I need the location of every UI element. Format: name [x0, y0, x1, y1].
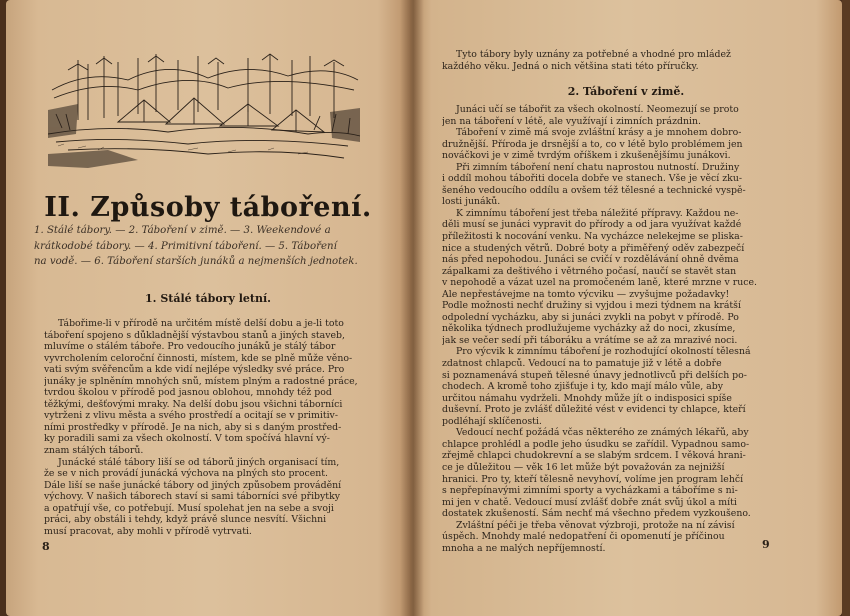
text-line: práci, aby obstáli i tehdy, když právě slunce nesvítí. Všichni — [44, 514, 327, 526]
text-line: Táboření v zimě má svoje zvláštní krásy a je mnohem dobro- — [456, 127, 742, 139]
text-line: že se v nich provádí junácká výchova na plných sto procent. — [44, 468, 329, 480]
text-line: ními prostředky v přírodě. Je na nich, aby si s daným prostřed- — [44, 421, 342, 433]
text-line: mluvíme o stálém táboře. Pro vedoucího junáků je stálý tábor — [44, 341, 336, 353]
section-heading: 1. Stálé tábory letní. — [145, 292, 271, 305]
text-line: a opatřují vše, co potřebují. Musí spolehat jen na sebe a svoji — [44, 502, 334, 514]
text-line: jen na táboření v létě, ale využívají i zimních prázdnin. — [442, 115, 701, 127]
text-line: i oddíl mohou tábořiti docela dobře ve stanech. Vše je věcí zku- — [442, 173, 742, 185]
text-line: si poznamenává stupeň tělesné únavy jednotlivců při delších po- — [442, 369, 747, 381]
text-line: Podle možnosti nechť družiny si vyjdou i mezi týdnem na krátší — [442, 300, 741, 312]
text-line: duševní. Proto je zvlášť důležité vést v evidenci ty chlapce, kteří — [442, 404, 746, 416]
text-line: Tábořime-li v přírodě na určitém místě delší dobu a je-li toto — [58, 318, 344, 329]
text-line: losti junáků. — [442, 196, 501, 208]
book-gutter — [400, 0, 424, 616]
text-line: s nepřepínavými zimními sporty a vycházkami a táboříme s ni- — [442, 485, 738, 497]
text-line: dostatek zkušeností. Sám nechť má všechno předem vyzkoušeno. — [442, 508, 751, 520]
text-line: vytrženi z vlivu města a svého prostředí a ocitají se v primitiv- — [44, 410, 338, 422]
chapter-title: II. Způsoby táboření. — [44, 192, 372, 223]
text-line: zřejmě chlapci chudokrevní a se slabým srdcem. I věková hrani- — [442, 450, 746, 462]
left-page — [6, 0, 410, 616]
text-line: mi jen v chatě. Vedoucí musí zvlášť dobře znát svůj úkol a míti — [442, 496, 737, 508]
text-line: určitou námahu vydrželi. Mnohdy může jít o indisposici spíše — [442, 392, 732, 404]
right-page — [410, 0, 842, 616]
text-line: družnější. Příroda je drsnější a to, co v létě bylo problémem jen — [442, 138, 743, 150]
text-line: ky poradili sami za všech okolností. V tom spočívá hlavní vý- — [44, 433, 330, 445]
page-number: 8 — [42, 540, 50, 553]
text-line: Ale nepřestávejme na tomto výcviku — zvyšujme požadavky! — [442, 288, 730, 300]
text-line: každého věku. Jedná o nich většina stati této příručky. — [442, 60, 699, 72]
text-line: chlapce prohlédl a podle jeho úsudku se zařídil. Vypadnou samo- — [442, 438, 750, 450]
page-number: 9 — [762, 538, 770, 551]
text-line: Zvláštní péči je třeba věnovat výzbroji, protože na ní závisí — [456, 519, 735, 531]
text-line: táboření spojeno s důkladnější výstavbou stanů a jiných staveb, — [44, 329, 346, 341]
text-line: šeného vedoucího oddílu a ovšem též tělesné a technické vyspě- — [442, 184, 746, 196]
book-edge — [842, 0, 850, 616]
text-line: Pro výcvik k zimnímu táboření je rozhodující okolností tělesná — [456, 346, 751, 358]
text-line: úspěch. Mnohdy malé nedopatření či opomenutí je příčinou — [442, 531, 725, 543]
text-line: Vedoucí nechť požádá včas některého ze známých lékařů, aby — [456, 427, 749, 439]
text-line: děli musí se junáci vypravit do přírody a od jara využívat každé — [442, 219, 742, 231]
text-line: Dále liší se naše junácké tábory od jiných způsobem provádění — [44, 479, 342, 491]
text-line: odpolední vycházku, aby si junáci zvykli na pobyt v přírodě. Po — [442, 311, 739, 323]
text-line: Junácké stálé tábory liší se od táborů jiných organisací tím, — [58, 456, 340, 468]
text-line: v nepohodě a vázat uzel na promočeném laně, které mrzne v ruce. — [442, 277, 758, 289]
section-text — [442, 104, 814, 554]
intro-text — [442, 49, 812, 72]
text-line: mnoha a ne malých nepříjemností. — [442, 542, 606, 554]
text-line: Při zimním táboření není chatu naprostou nutností. Družiny — [456, 161, 740, 173]
text-line: znam stálých táborů. — [44, 445, 144, 457]
text-line: podléhají sklíčenosti. — [442, 415, 542, 427]
text-line: hranici. Pro ty, kteří tělesně nevyhoví, volíme jen program lehčí — [442, 473, 744, 485]
text-line: vati svým svěřencům a kde vidí nejlépe výsledky své práce. Pro — [44, 364, 345, 376]
text-line: jak se večer sedí při táboráku a vrátíme se až za mrazivé noci. — [442, 334, 738, 346]
text-line: K zimnímu táboření jest třeba náležité přípravy. Každou ne- — [456, 207, 739, 219]
text-line: ce je důležitou — věk 16 let může být považován za nejnižší — [442, 461, 725, 473]
text-line: zápalkami za deštivého i větrného počasí, naučí se stavět stan — [442, 265, 737, 277]
section-heading: 2. Táboření v zimě. — [567, 85, 685, 98]
text-line: těžkými, dešťovými mraky. Na delší dobu jsou všichni táborníci — [44, 398, 343, 410]
text-line: tvrdou školou v přírodě pod jasnou oblohou, mnohdy též pod — [44, 387, 332, 399]
chapter-contents — [34, 223, 370, 270]
toc-line: na vodě. — 6. Táboření starších junáků a nejmenších jednotek. — [34, 256, 358, 267]
text-line: nice a studených větrů. Dobré boty a přiměřený oděv zabezpečí — [442, 242, 745, 254]
toc-line: 1. Stálé tábory. — 2. Táboření v zimě. — 3. Weekendové a — [34, 225, 331, 236]
text-line: nás před nepohodou. Junáci se cvičí v rozdělávání ohně dvěma — [442, 254, 739, 266]
section-text — [44, 318, 364, 537]
text-line: vyvrcholením celoroční činnosti, místem, kde se plně může věno- — [44, 352, 353, 364]
text-line: zdatnost chlapců. Vedoucí na to pamatuje již v létě a dobře — [442, 358, 722, 370]
text-line: Junáci učí se tábořit za všech okolností. Neomezují se proto — [456, 104, 739, 115]
text-line: výchovy. V našich táborech staví si sami táborníci své přibytky — [44, 491, 341, 503]
text-line: Tyto tábory byly uznány za potřebné a vhodné pro mládež — [456, 49, 731, 60]
text-line: musí pracovat, aby mohli v přírodě vytrvati. — [44, 525, 252, 537]
toc-line: krátkodobé tábory. — 4. Primitivní táboření. — 5. Táboření — [34, 240, 337, 252]
text-line: junáky je splněním mnohých snů, místem plným a radostné práce, — [44, 375, 358, 387]
camp-illustration — [48, 50, 360, 170]
text-line: nováčkovi je v zimě tvrdým oříškem i zkušenějšímu junákovi. — [442, 150, 731, 162]
text-line: příležitosti k nocování venku. Na vycházce nelekejme se pliska- — [442, 231, 743, 243]
text-line: několika týdnech prodlužujeme vycházky až do noci, zkusíme, — [442, 323, 736, 335]
text-line: chodech. A kromě toho zjišťuje i ty, kdo mají málo vůle, aby — [442, 381, 723, 393]
